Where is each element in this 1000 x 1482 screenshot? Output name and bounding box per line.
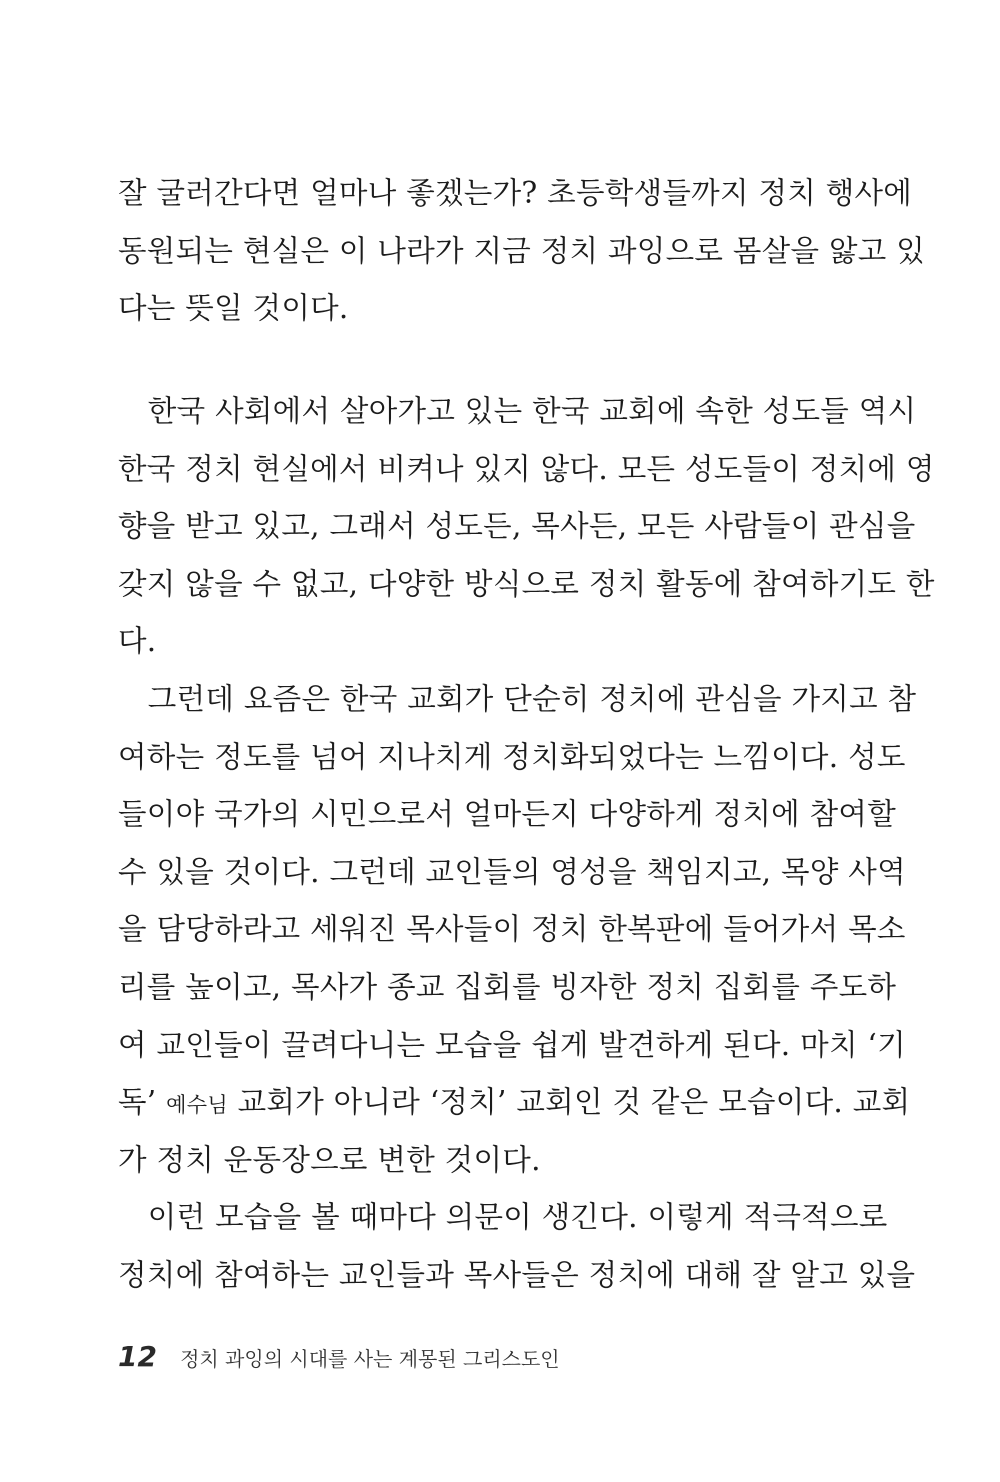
- text-line: 잘 굴러간다면 얼마나 좋겠는가? 초등학생들까지 정치 행사에: [118, 176, 913, 210]
- page-footer: [118, 1340, 560, 1380]
- paragraph: [118, 671, 917, 1189]
- text-line: 들이야 국가의 시민으로서 얼마든지 다양하게 정치에 참여할: [118, 797, 896, 832]
- text-line: 을 담당하라고 세워진 목사들이 정치 한복판에 들어가서 목소: [118, 912, 906, 947]
- text-line: 다.: [118, 624, 157, 659]
- text-line: 한국 사회에서 살아가고 있는 한국 교회에 속한 성도들 역시: [118, 394, 917, 428]
- paragraph: [118, 383, 935, 671]
- paragraph: [118, 1189, 916, 1304]
- text-line: 수 있을 것이다. 그런데 교인들의 영성을 책임지고, 목양 사역: [118, 854, 906, 889]
- text-line: 가 정치 운동장으로 변한 것이다.: [118, 1142, 541, 1177]
- text-line: 갖지 않을 수 없고, 다양한 방식으로 정치 활동에 참여하기도 한: [118, 566, 935, 601]
- text-line: 이런 모습을 볼 때마다 의문이 생긴다. 이렇게 적극적으로: [118, 1200, 888, 1235]
- text-fragment: 독’: [118, 1085, 157, 1120]
- page-number: 12: [118, 1340, 157, 1373]
- text-line: 동원되는 현실은 이 나라가 지금 정치 과잉으로 몸살을 앓고 있: [118, 233, 926, 268]
- text-line: 그런데 요즘은 한국 교회가 단순히 정치에 관심을 가지고 참: [118, 681, 917, 716]
- text-line: 한국 정치 현실에서 비켜나 있지 않다. 모든 성도들이 정치에 영: [118, 451, 935, 486]
- text-line: 향을 받고 있고, 그래서 성도든, 목사든, 모든 사람들이 관심을: [118, 509, 916, 544]
- text-line: 여 교인들이 끌려다니는 모습을 쉽게 발견하게 된다. 마치 ‘기: [118, 1027, 906, 1062]
- inline-note: 예수님: [166, 1093, 228, 1118]
- running-title: 정치 과잉의 시대를 사는 계몽된 그리스도인: [180, 1347, 560, 1371]
- text-fragment: 교회가 아니라 ‘정치’ 교회인 것 같은 모습이다. 교회: [227, 1085, 911, 1120]
- text-line-with-note: [118, 1074, 911, 1132]
- paragraph-continued: [118, 165, 926, 338]
- text-line: 정치에 참여하는 교인들과 목사들은 정치에 대해 잘 알고 있을: [118, 1257, 916, 1292]
- text-line: 다는 뜻일 것이다.: [118, 291, 349, 326]
- body-text: [118, 383, 935, 1305]
- text-line: 리를 높이고, 목사가 종교 집회를 빙자한 정치 집회를 주도하: [118, 969, 897, 1004]
- text-line: 여하는 정도를 넘어 지나치게 정치화되었다는 느낌이다. 성도: [118, 739, 906, 774]
